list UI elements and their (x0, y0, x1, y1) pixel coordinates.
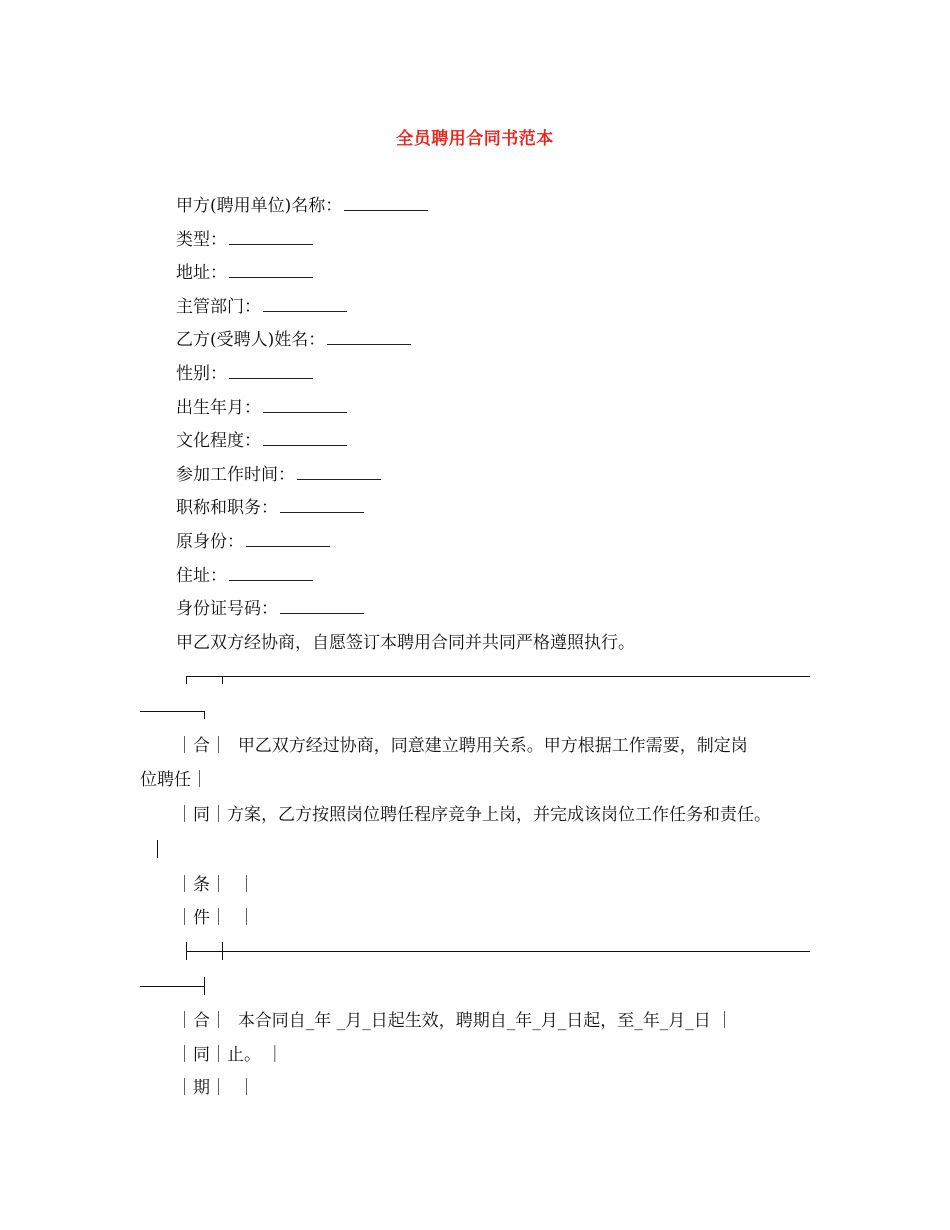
section1-text: ｜ (237, 875, 255, 895)
field-label: 地址： (176, 263, 227, 284)
section1-label: ｜件｜ (176, 908, 227, 928)
field-education (176, 428, 428, 462)
section1-row3 (176, 872, 255, 898)
field-gender (176, 361, 428, 395)
field-original-identity (176, 529, 428, 563)
agreement-statement: 甲乙双方经协商，自愿签订本聘用合同并共同严格遵照执行。 (176, 633, 635, 653)
field-blank (246, 529, 330, 547)
field-birth (176, 395, 428, 429)
field-blank (280, 495, 364, 513)
field-label: 身份证号码： (176, 599, 278, 620)
field-blank (263, 294, 347, 312)
section2-label: ｜期｜ (176, 1078, 227, 1098)
field-label: 职称和职务： (176, 498, 278, 519)
section2-row1 (176, 1008, 733, 1034)
section2-label: ｜合｜ (176, 1011, 227, 1031)
field-label: 主管部门： (176, 296, 261, 317)
field-department (176, 294, 428, 328)
field-blank (344, 193, 428, 211)
field-label: 甲方(聘用单位)名称： (176, 196, 343, 216)
section2-text: ｜ (237, 1078, 255, 1098)
section1-label: ｜合｜ (176, 736, 227, 756)
document-title: 全员聘用合同书范本 (396, 129, 554, 149)
field-blank (263, 395, 347, 413)
section2-text: 止。 ｜ (227, 1045, 284, 1065)
field-label: 住址： (176, 565, 227, 586)
field-employer-name (176, 193, 428, 227)
field-blank (229, 563, 313, 581)
field-address (176, 260, 428, 294)
field-work-start (176, 462, 428, 496)
section1-row1 (176, 733, 748, 759)
field-label: 乙方(受聘人)姓名： (176, 330, 326, 351)
field-label: 原身份： (176, 531, 244, 552)
section2-label: ｜同｜ (176, 1045, 227, 1065)
section1-text: 甲乙双方经过协商，同意建立聘用关系。甲方根据工作需要，制定岗 (237, 736, 748, 756)
field-title-position (176, 495, 428, 529)
section1-text: ｜ (237, 908, 255, 928)
section1-row1-wrap: 位聘任｜ (140, 770, 208, 790)
section2-text: 本合同自_年 _月_日起生效，聘期自_年_月_日起，至_年_月_日 ｜ (237, 1011, 734, 1031)
field-blank (229, 227, 313, 245)
field-label: 参加工作时间： (176, 464, 295, 485)
field-residence (176, 563, 428, 597)
section1-label: ｜条｜ (176, 875, 227, 895)
section1-label: ｜同｜ (176, 805, 227, 825)
field-blank (327, 327, 411, 345)
section1-row2-wrap-bar (157, 840, 158, 858)
field-label: 类型： (176, 229, 227, 250)
section1-row4 (176, 905, 255, 931)
field-label: 文化程度： (176, 431, 261, 452)
field-label: 性别： (176, 363, 227, 384)
field-blank (229, 361, 313, 379)
field-blank (263, 428, 347, 446)
field-blank (297, 462, 381, 480)
section1-text: 方案，乙方按照岗位聘任程序竞争上岗，并完成该岗位工作任务和责任。 (227, 805, 771, 825)
field-blank (280, 596, 364, 614)
section2-row3 (176, 1075, 255, 1101)
field-label: 出生年月： (176, 397, 261, 418)
section1-row2 (176, 802, 771, 828)
field-blank (229, 260, 313, 278)
section2-row2 (176, 1042, 283, 1068)
field-employee-name (176, 327, 428, 361)
field-type (176, 227, 428, 261)
field-list (176, 193, 428, 630)
field-id-number (176, 596, 428, 630)
